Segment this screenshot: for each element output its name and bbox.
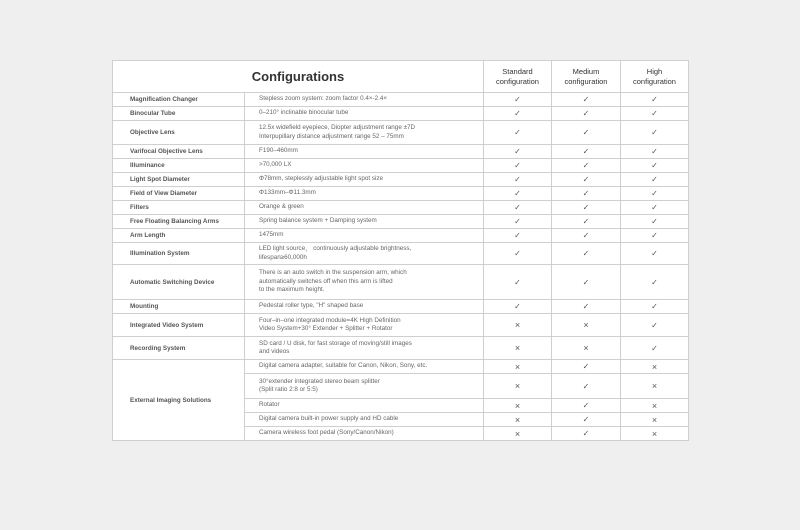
table-row <box>113 173 689 187</box>
feature-description <box>245 413 484 427</box>
cross-icon: × <box>621 413 689 427</box>
column-header-line: Standard <box>502 66 533 76</box>
check-icon: ✓ <box>552 93 621 107</box>
spec-text-line: 30°extender integrated stereo beam splitter <box>259 377 380 385</box>
table-body <box>113 93 689 441</box>
table-row <box>113 121 689 145</box>
spec-text-line: and videos <box>259 348 290 355</box>
check-icon: ✓ <box>484 229 552 243</box>
check-icon: ✓ <box>621 314 689 337</box>
check-icon: ✓ <box>621 300 689 314</box>
check-icon: ✓ <box>552 360 621 374</box>
spec-text-line: Video System+30° Extender + Splitter + Rotator <box>259 325 393 332</box>
check-icon: ✓ <box>552 374 621 399</box>
check-icon: ✓ <box>621 121 689 145</box>
check-icon: ✓ <box>552 187 621 201</box>
check-icon: ✓ <box>484 107 552 121</box>
feature-description <box>245 360 484 374</box>
check-icon: ✓ <box>621 145 689 159</box>
feature-label: Recording System <box>113 337 245 360</box>
check-icon: ✓ <box>484 173 552 187</box>
check-icon: ✓ <box>621 159 689 173</box>
feature-label: Light Spot Diameter <box>113 173 245 187</box>
check-icon: ✓ <box>621 201 689 215</box>
feature-label: Field of View Diameter <box>113 187 245 201</box>
feature-label: Binocular Tube <box>113 107 245 121</box>
check-icon: ✓ <box>552 201 621 215</box>
feature-label: Magnification Changer <box>113 93 245 107</box>
cross-icon: × <box>552 314 621 337</box>
column-header-standard <box>484 61 552 93</box>
check-icon: ✓ <box>621 107 689 121</box>
spec-text-line: automatically switches off when this arm is lifted <box>259 277 393 285</box>
check-icon: ✓ <box>552 107 621 121</box>
spec-text-line: >70,000 LX <box>259 161 292 169</box>
table-row <box>113 187 689 201</box>
spec-text-line: SD card / U disk, for fast storage of moving/still images <box>259 339 412 347</box>
feature-description <box>245 229 484 243</box>
cross-icon: × <box>621 427 689 441</box>
table-row <box>113 93 689 107</box>
cross-icon: × <box>552 337 621 360</box>
feature-label: Varifocal Objective Lens <box>113 145 245 159</box>
feature-description <box>245 399 484 413</box>
column-header-line: High <box>646 66 663 76</box>
check-icon: ✓ <box>552 413 621 427</box>
feature-description <box>245 145 484 159</box>
check-icon: ✓ <box>621 93 689 107</box>
cross-icon: × <box>484 314 552 337</box>
table-row <box>113 300 689 314</box>
feature-description <box>245 427 484 441</box>
check-icon: ✓ <box>484 93 552 107</box>
check-icon: ✓ <box>552 399 621 413</box>
feature-description <box>245 314 484 337</box>
cross-icon: × <box>484 413 552 427</box>
feature-label: Objective Lens <box>113 121 245 145</box>
column-header-line: configuration <box>496 76 539 86</box>
check-icon: ✓ <box>484 159 552 173</box>
column-header-line: Medium <box>572 66 600 76</box>
check-icon: ✓ <box>484 243 552 265</box>
feature-description <box>245 374 484 399</box>
table-row <box>113 145 689 159</box>
cross-icon: × <box>621 399 689 413</box>
column-header-medium <box>552 61 621 93</box>
spec-text-line: Rotator <box>259 401 280 409</box>
check-icon: ✓ <box>484 121 552 145</box>
column-header-high <box>621 61 689 93</box>
table-row <box>113 265 689 300</box>
feature-description <box>245 215 484 229</box>
feature-label: Arm Length <box>113 229 245 243</box>
check-icon: ✓ <box>621 173 689 187</box>
feature-description <box>245 159 484 173</box>
header-row <box>113 61 689 93</box>
spec-text-line: Φ133mm–Φ11.3mm <box>259 189 316 197</box>
cross-icon: × <box>621 360 689 374</box>
spec-text-line: 12.5x widefield eyepiece, Diopter adjustment range ±7D <box>259 124 416 132</box>
check-icon: ✓ <box>484 215 552 229</box>
check-icon: ✓ <box>621 337 689 360</box>
spec-text-line: Digital camera adapter, suitable for Canon, Nikon, Sony, etc. <box>259 362 428 370</box>
cross-icon: × <box>484 399 552 413</box>
spec-text-line: (Split ratio 2:8 or 5:5) <box>259 386 318 393</box>
check-icon: ✓ <box>552 121 621 145</box>
check-icon: ✓ <box>621 187 689 201</box>
feature-label: Mounting <box>113 300 245 314</box>
spec-text-line: lifespan≥60,000h <box>259 253 307 261</box>
configurations-table-container <box>112 60 688 441</box>
feature-description <box>245 201 484 215</box>
check-icon: ✓ <box>484 265 552 300</box>
cross-icon: × <box>484 427 552 441</box>
feature-description <box>245 300 484 314</box>
table-row <box>113 201 689 215</box>
feature-label: Free Floating Balancing Arms <box>113 215 245 229</box>
check-icon: ✓ <box>552 145 621 159</box>
spec-text-line: Interpupillary distance adjustment range 52 – 75mm <box>259 132 404 140</box>
table-row <box>113 107 689 121</box>
spec-text-line: Digital camera built-in power supply and HD cable <box>259 415 399 423</box>
column-header-line: configuration <box>633 76 676 86</box>
feature-description <box>245 107 484 121</box>
spec-text-line: Four–in–one integrated module=4K High Definition <box>259 316 401 324</box>
feature-label: External Imaging Solutions <box>113 360 245 441</box>
spec-text-line: 0–210° inclinable binocular tube <box>259 109 349 117</box>
table-title: Configurations <box>113 61 484 93</box>
table-row <box>113 243 689 265</box>
spec-text-line: Stepless zoom system: zoom factor 0.4×-2.4× <box>259 95 388 103</box>
feature-label: Automatic Switching Device <box>113 265 245 300</box>
spec-text-line: There is an auto switch in the suspension arm, which <box>259 269 407 277</box>
feature-label: Illuminance <box>113 159 245 173</box>
cross-icon: × <box>621 374 689 399</box>
table-row <box>113 337 689 360</box>
column-header-line: configuration <box>564 76 608 86</box>
spec-text-line: Spring balance system + Damping system <box>259 217 377 225</box>
configurations-table <box>112 60 689 441</box>
check-icon: ✓ <box>552 229 621 243</box>
check-icon: ✓ <box>484 187 552 201</box>
check-icon: ✓ <box>621 243 689 265</box>
table-row <box>113 159 689 173</box>
check-icon: ✓ <box>484 201 552 215</box>
check-icon: ✓ <box>621 229 689 243</box>
check-icon: ✓ <box>621 265 689 300</box>
feature-description <box>245 337 484 360</box>
check-icon: ✓ <box>484 145 552 159</box>
spec-text-line: 1475mm <box>259 231 284 239</box>
check-icon: ✓ <box>552 173 621 187</box>
cross-icon: × <box>484 337 552 360</box>
spec-text-line: Camera wireless foot pedal (Sony/Canon/Nikon) <box>259 429 394 437</box>
feature-description <box>245 93 484 107</box>
feature-label: Filters <box>113 201 245 215</box>
feature-description <box>245 173 484 187</box>
table-row <box>113 215 689 229</box>
check-icon: ✓ <box>552 159 621 173</box>
feature-description <box>245 121 484 145</box>
feature-description <box>245 265 484 300</box>
check-icon: ✓ <box>484 300 552 314</box>
spec-text-line: Φ78mm, steplessly adjustable light spot size <box>259 175 384 183</box>
table-row <box>113 229 689 243</box>
feature-description <box>245 243 484 265</box>
feature-label: Integrated Video System <box>113 314 245 337</box>
feature-label: Illumination System <box>113 243 245 265</box>
cross-icon: × <box>484 360 552 374</box>
table-row <box>113 360 689 374</box>
check-icon: ✓ <box>552 427 621 441</box>
check-icon: ✓ <box>552 243 621 265</box>
spec-text-line: Pedestal roller type, "H" shaped base <box>259 302 364 310</box>
spec-text-line: to the maximum height. <box>259 286 325 294</box>
check-icon: ✓ <box>552 215 621 229</box>
table-row <box>113 314 689 337</box>
feature-description <box>245 187 484 201</box>
cross-icon: × <box>484 374 552 399</box>
spec-text-line: F190–460mm <box>259 147 298 155</box>
check-icon: ✓ <box>621 215 689 229</box>
spec-text-line: LED light source， continuously adjustable brightness, <box>259 245 412 253</box>
check-icon: ✓ <box>552 300 621 314</box>
spec-text-line: Orange & green <box>259 203 304 211</box>
check-icon: ✓ <box>552 265 621 300</box>
